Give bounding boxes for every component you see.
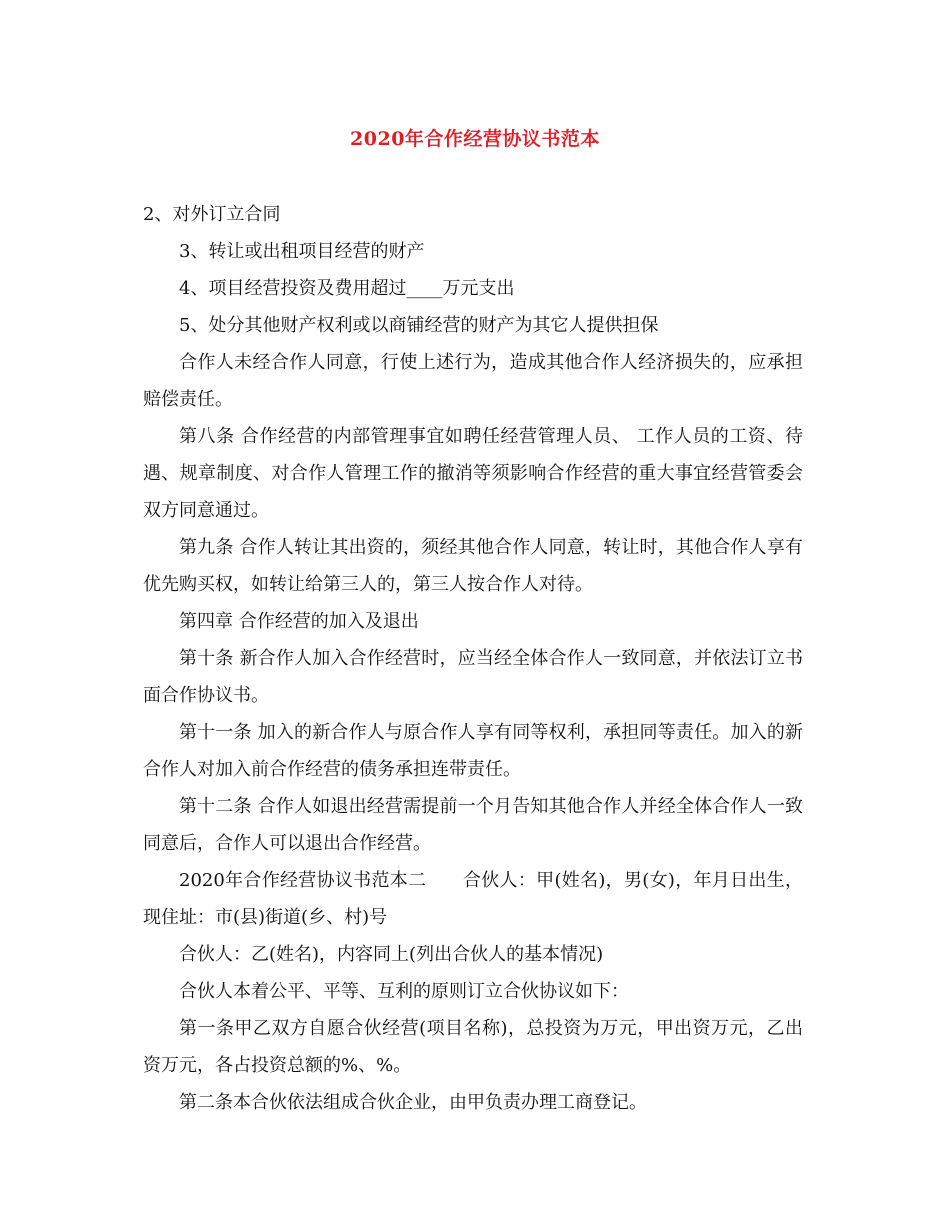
document-title: 2020年合作经营协议书范本 xyxy=(350,128,600,150)
chapter-4-heading: 第四章 合作经营的加入及退出 xyxy=(179,611,419,632)
article-11: 第十一条 加入的新合作人与原合作人享有同等权利，承担同等责任。加入的新合作人对加入前合作经营的债务承担连带责任。 xyxy=(143,722,803,780)
partner-b: 合伙人：乙(姓名)，内容同上(列出合伙人的基本情况) xyxy=(179,944,604,965)
article-9: 第九条 合作人转让其出资的，须经其他合作人同意，转让时，其他合作人享有优先购买权，如转让给第三人的，第三人按合作人对待。 xyxy=(143,537,803,595)
document-body xyxy=(143,196,803,1121)
paragraph-item-3: 3、转让或出租项目经营的财产 xyxy=(179,241,425,262)
clause-2: 第二条本合伙依法组成合伙企业，由甲负责办理工商登记。 xyxy=(179,1092,647,1113)
article-12: 第十二条 合作人如退出经营需提前一个月告知其他合作人并经全体合作人一致同意后，合作人可以退出合作经营。 xyxy=(143,796,803,854)
agreement-intro: 合伙人本着公平、平等、互利的原则订立合伙协议如下： xyxy=(179,981,629,1002)
sample-2-partner-a: 2020年合作经营协议书范本二 合伙人：甲(姓名)，男(女)，年月日出生，现住址：市(县)街道(乡、村)号 xyxy=(143,870,803,928)
paragraph-liability: 合作人未经合作人同意，行使上述行为，造成其他合作人经济损失的，应承担赔偿责任。 xyxy=(143,352,803,410)
paragraph-item-4: 4、项目经营投资及费用超过____万元支出 xyxy=(179,278,515,299)
clause-1: 第一条甲乙双方自愿合伙经营(项目名称)，总投资为万元，甲出资万元，乙出资万元，各占投资总额的%、%。 xyxy=(143,1018,803,1076)
article-10: 第十条 新合作人加入合作经营时，应当经全体合作人一致同意，并依法订立书面合作协议书。 xyxy=(143,648,803,706)
article-8: 第八条 合作经营的内部管理事宜如聘任经营管理人员、 工作人员的工资、待遇、规章制度、对合作人管理工作的撤消等须影响合作经营的重大事宜经营管委会双方同意通过。 xyxy=(143,426,803,521)
paragraph-item-5: 5、处分其他财产权利或以商铺经营的财产为其它人提供担保 xyxy=(179,315,659,336)
paragraph-item-2: 2、对外订立合同 xyxy=(143,204,281,225)
